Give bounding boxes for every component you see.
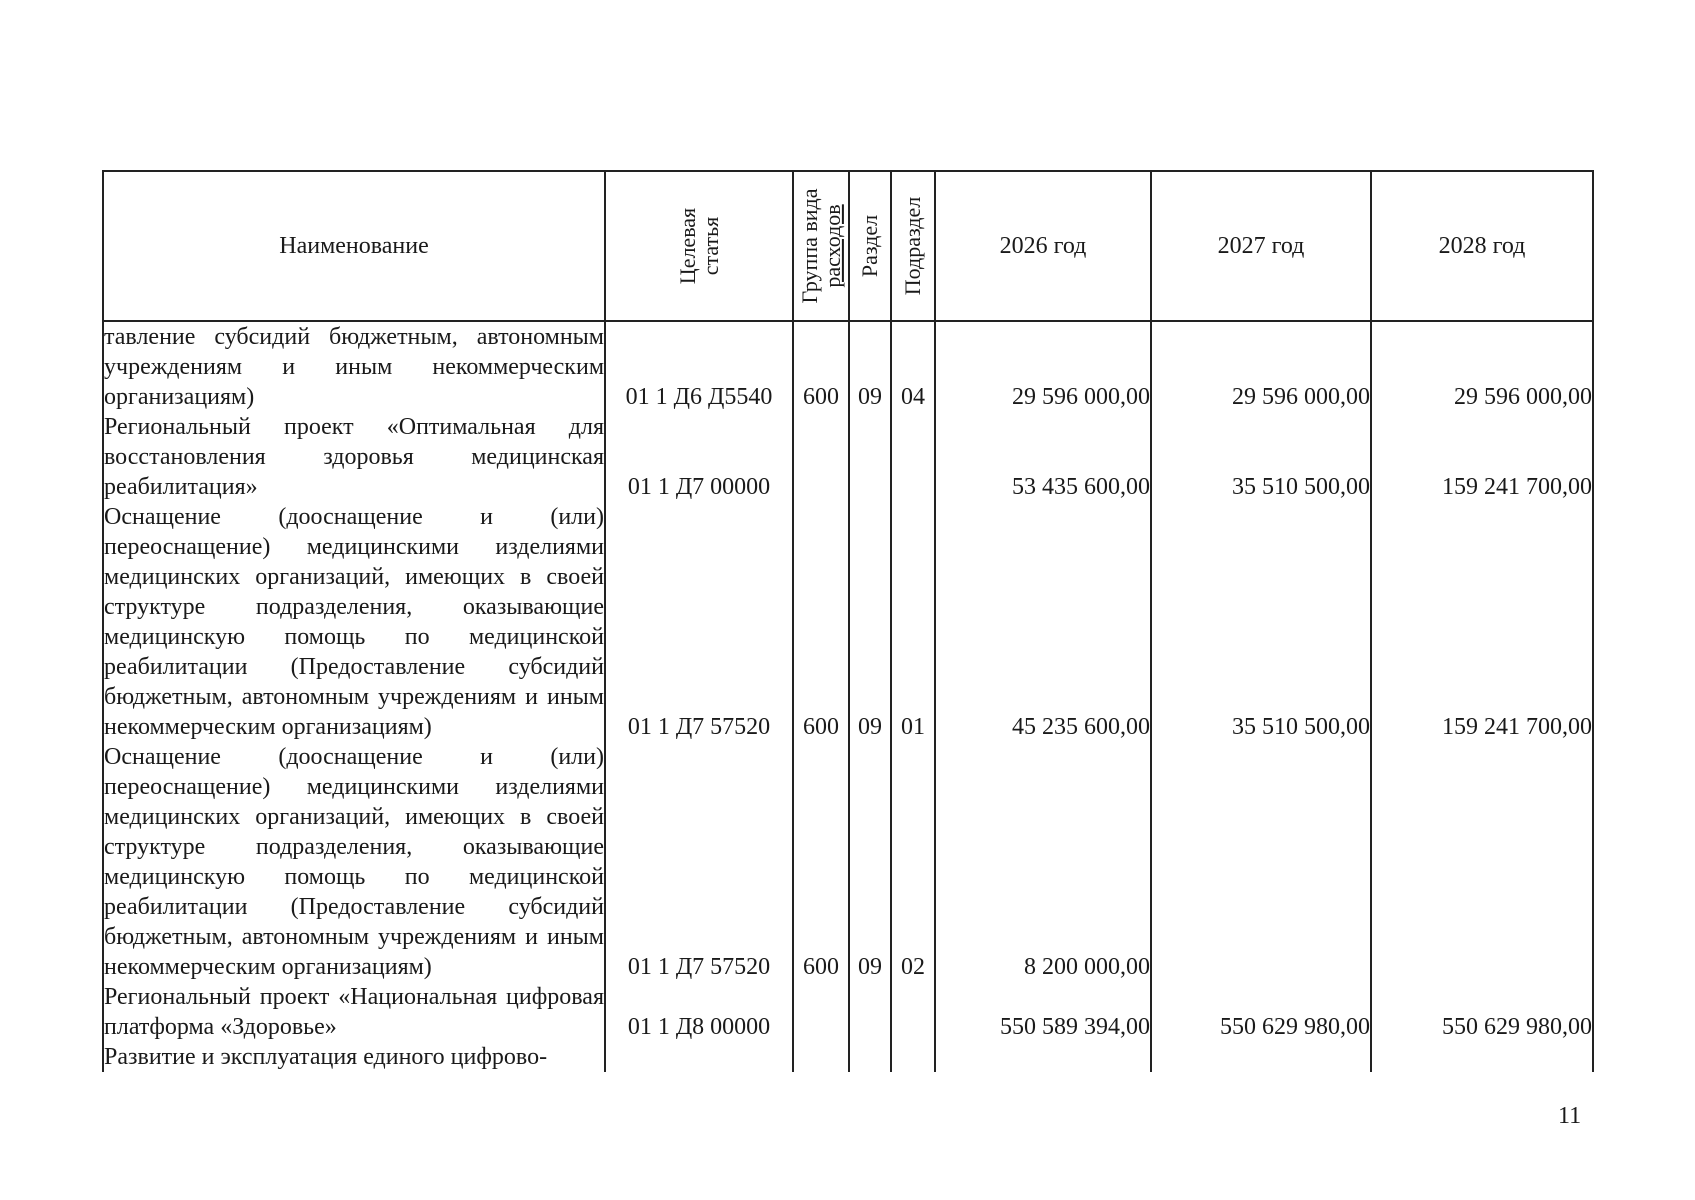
row-name: Развитие и эксплуатация единого цифрово- <box>103 1042 605 1072</box>
row-name: Оснащение (дооснащение и (или) переоснащение) медицинскими изделиями медицинских организаций, имеющих в своей структуре подразделения, оказывающие медицинскую помощь по медицинской реабилитации (Предоставление субсидий бюджетным, автономным учреждениям и иным некоммерческим организациям) <box>104 744 604 980</box>
header-2027 <box>1151 171 1371 321</box>
row-2026 <box>935 1042 1151 1072</box>
row-name: тавление субсидий бюджетным, автономным учреждениям и иным некоммерческим организациям) <box>103 321 605 412</box>
table-row <box>103 412 1593 502</box>
header-expense-group-line2: расходов <box>820 204 845 288</box>
header-2028 <box>1371 171 1593 321</box>
row-subsection <box>891 1042 935 1072</box>
table-row <box>103 502 1593 742</box>
header-subsection <box>891 171 935 321</box>
row-2027: 35 510 500,00 <box>1151 502 1371 742</box>
row-subsection <box>891 982 935 1042</box>
page-number: 11 <box>1558 1103 1582 1129</box>
table-header-row <box>103 171 1593 321</box>
row-group: 600 <box>793 742 849 982</box>
row-2028: 159 241 700,00 <box>1371 502 1593 742</box>
row-name: Региональный проект «Национальная цифровая платформа «Здоровье» <box>104 984 604 1040</box>
row-2027 <box>1151 742 1371 982</box>
table-row <box>103 742 1593 982</box>
header-name-text: Наименование <box>279 232 429 259</box>
row-group: 600 <box>793 502 849 742</box>
table-row <box>103 1042 1593 1072</box>
row-2028 <box>1371 1042 1593 1072</box>
header-target-article-text <box>676 208 722 284</box>
row-section <box>849 412 891 502</box>
row-section: 09 <box>849 742 891 982</box>
row-name: Оснащение (дооснащение и (или) переоснащение) медицинскими изделиями медицинских организаций, имеющих в своей структуре подразделения, оказывающие медицинскую помощь по медицинской реабилитации (Предоставление субсидий бюджетным, автономным учреждениям и иным некоммерческим организациям) <box>104 504 604 740</box>
row-code: 01 1 Д6 Д5540 <box>605 321 793 412</box>
row-2028: 29 596 000,00 <box>1371 321 1593 412</box>
row-code: 01 1 Д7 57520 <box>605 742 793 982</box>
row-group <box>793 1042 849 1072</box>
row-2028: 550 629 980,00 <box>1371 982 1593 1042</box>
header-expense-group <box>793 171 849 321</box>
header-2027-text: 2027 год <box>1217 232 1305 259</box>
row-2027 <box>1151 1042 1371 1072</box>
row-2026: 29 596 000,00 <box>935 321 1151 412</box>
header-2026-text: 2026 год <box>999 232 1087 259</box>
row-code <box>605 1042 793 1072</box>
row-name: Региональный проект «Оптимальная для восстановления здоровья медицинская реабилитация» <box>104 414 604 500</box>
table-row <box>103 321 1593 412</box>
header-2026 <box>935 171 1151 321</box>
row-2026: 45 235 600,00 <box>935 502 1151 742</box>
header-subsection-text: Подраздел <box>900 196 925 296</box>
row-code: 01 1 Д7 00000 <box>605 412 793 502</box>
row-group: 600 <box>793 321 849 412</box>
header-2028-text: 2028 год <box>1438 232 1526 259</box>
row-2028: 159 241 700,00 <box>1371 412 1593 502</box>
row-section: 09 <box>849 321 891 412</box>
budget-table <box>102 170 1594 1072</box>
header-name <box>103 171 605 321</box>
row-section <box>849 982 891 1042</box>
header-section <box>849 171 891 321</box>
row-2026: 8 200 000,00 <box>935 742 1151 982</box>
header-expense-group-line1: Группа вида <box>796 188 822 304</box>
row-code: 01 1 Д8 00000 <box>605 982 793 1042</box>
row-2027: 35 510 500,00 <box>1151 412 1371 502</box>
header-section-text: Раздел <box>857 214 882 278</box>
row-2027: 29 596 000,00 <box>1151 321 1371 412</box>
row-2027: 550 629 980,00 <box>1151 982 1371 1042</box>
row-subsection: 02 <box>891 742 935 982</box>
header-target-article <box>605 171 793 321</box>
row-2026: 550 589 394,00 <box>935 982 1151 1042</box>
table-row <box>103 982 1593 1042</box>
row-code: 01 1 Д7 57520 <box>605 502 793 742</box>
row-group <box>793 982 849 1042</box>
row-subsection: 01 <box>891 502 935 742</box>
header-expense-group-text <box>798 189 844 304</box>
row-group <box>793 412 849 502</box>
row-subsection: 04 <box>891 321 935 412</box>
row-section <box>849 1042 891 1072</box>
row-subsection <box>891 412 935 502</box>
header-target-article-line1: Целевая <box>674 207 700 285</box>
row-2026: 53 435 600,00 <box>935 412 1151 502</box>
row-section: 09 <box>849 502 891 742</box>
document-page <box>102 170 1592 1072</box>
header-target-article-line2: статья <box>698 216 723 276</box>
row-2028 <box>1371 742 1593 982</box>
